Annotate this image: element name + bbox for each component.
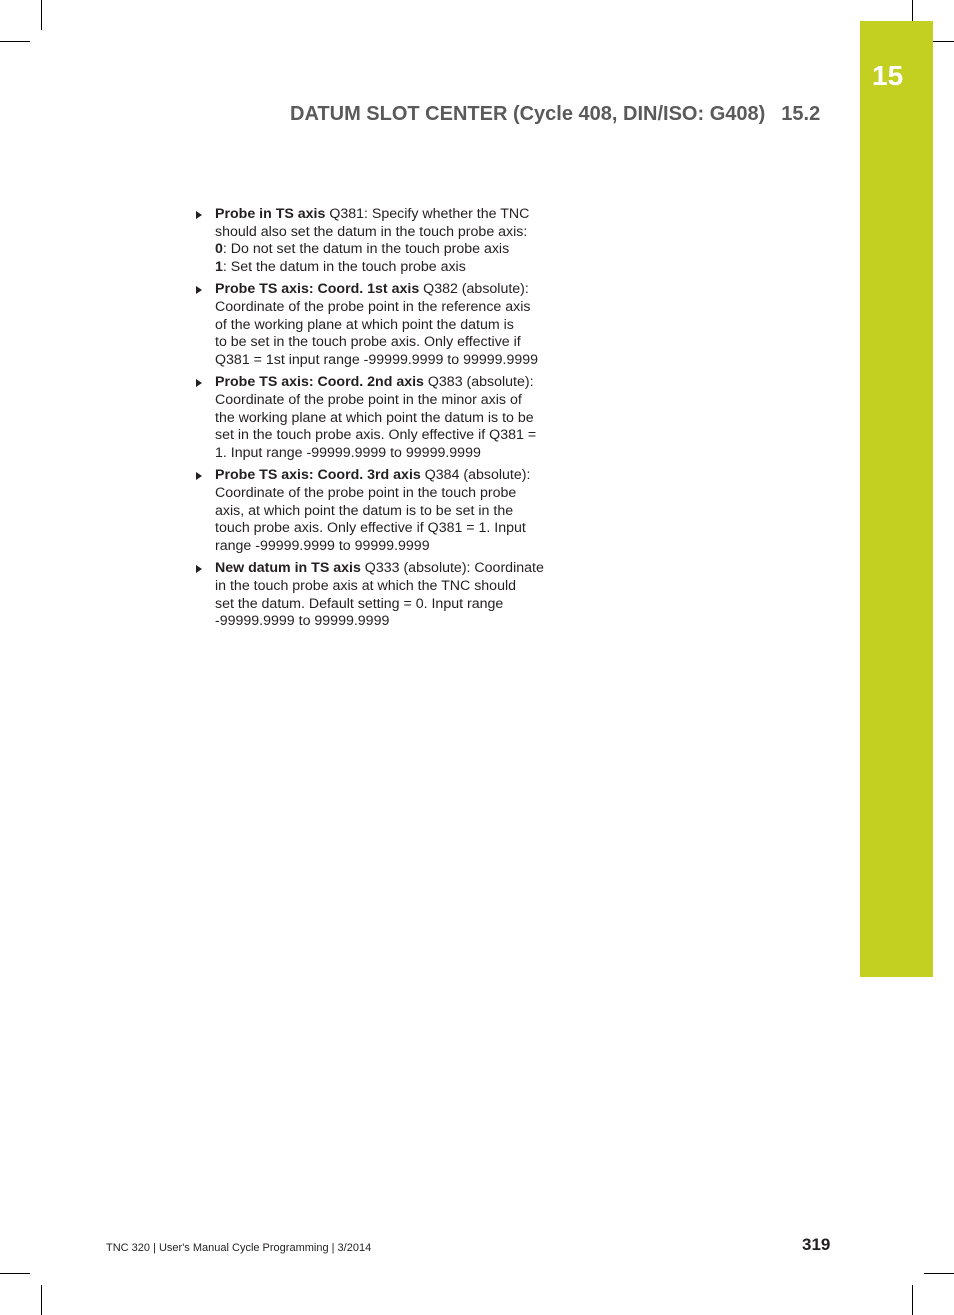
parameter-description: Q381 = 1st input range -99999.9999 to 99999.9999: [215, 352, 539, 369]
crop-mark: [0, 41, 30, 42]
triangle-bullet-icon: [196, 286, 202, 294]
option-text: : Set the datum in the touch probe axis: [222, 259, 466, 276]
triangle-bullet-icon: [196, 565, 202, 573]
parameter-description: touch probe axis. Only effective if Q381 = 1. Input: [215, 520, 526, 537]
list-item: [196, 560, 556, 631]
parameter-description: the working plane at which point the datum is to be: [215, 409, 534, 426]
parameter-label: New datum in TS axis: [215, 560, 361, 577]
crop-mark: [924, 1273, 954, 1274]
parameter-description: should also set the datum in the touch probe axis:: [215, 223, 528, 240]
crop-mark: [41, 0, 42, 30]
parameter-description: Coordinate of the probe point in the reference axis: [215, 299, 531, 316]
parameter-list: [196, 206, 556, 636]
chapter-number: 15: [872, 60, 904, 91]
parameter-description: Coordinate of the probe point in the minor axis of: [215, 392, 522, 409]
parameter-description: to be set in the touch probe axis. Only effective if: [215, 334, 521, 351]
list-item: [196, 374, 556, 463]
parameter-description: range -99999.9999 to 99999.9999: [215, 538, 430, 555]
parameter-description: Q382 (absolute):: [419, 281, 529, 298]
parameter-description: set in the touch probe axis. Only effective if Q381 =: [215, 427, 537, 444]
parameter-description: of the working plane at which point the datum is: [215, 316, 514, 333]
triangle-bullet-icon: [196, 211, 202, 219]
option-key: 1: [215, 259, 223, 276]
parameter-label: Probe TS axis: Coord. 1st axis: [215, 281, 420, 298]
option-line: [215, 259, 556, 277]
parameter-description: 1. Input range -99999.9999 to 99999.9999: [215, 445, 481, 462]
triangle-bullet-icon: [196, 379, 202, 387]
chapter-tab: [860, 21, 933, 977]
parameter-description: Q384 (absolute):: [420, 467, 531, 484]
option-line: [215, 241, 556, 259]
parameter-description: set the datum. Default setting = 0. Input range: [215, 595, 504, 612]
option-key: 0: [215, 241, 223, 258]
parameter-description: -99999.9999 to 99999.9999: [215, 613, 390, 630]
parameter-label: Probe in TS axis: [215, 206, 326, 222]
parameter-description: Coordinate of the probe point in the touch probe: [215, 485, 517, 502]
list-item: [196, 281, 556, 370]
crop-mark: [0, 1273, 30, 1274]
triangle-bullet-icon: [196, 472, 202, 480]
list-item: [196, 206, 556, 277]
option-text: : Do not set the datum in the touch probe axis: [222, 241, 510, 258]
parameter-description: Q383 (absolute):: [423, 374, 534, 391]
page-number: 319: [802, 1235, 831, 1254]
parameter-label: Probe TS axis: Coord. 2nd axis: [215, 374, 424, 391]
footer-text: TNC 320 | User's Manual Cycle Programming | 3/2014: [106, 1242, 372, 1254]
parameter-label: Probe TS axis: Coord. 3rd axis: [215, 467, 421, 484]
parameter-description: axis, at which point the datum is to be set in the: [215, 502, 514, 519]
list-item: [196, 467, 556, 556]
crop-mark: [41, 1285, 42, 1315]
page-header: [290, 103, 835, 126]
header-section: 15.2: [781, 103, 821, 125]
parameter-description: in the touch probe axis at which the TNC should: [215, 578, 516, 595]
parameter-description: Q333 (absolute): Coordinate: [360, 560, 544, 577]
header-title: DATUM SLOT CENTER (Cycle 408, DIN/ISO: G408): [290, 103, 766, 125]
parameter-description: Q381: Specify whether the TNC: [325, 206, 530, 222]
crop-mark: [912, 1285, 913, 1315]
